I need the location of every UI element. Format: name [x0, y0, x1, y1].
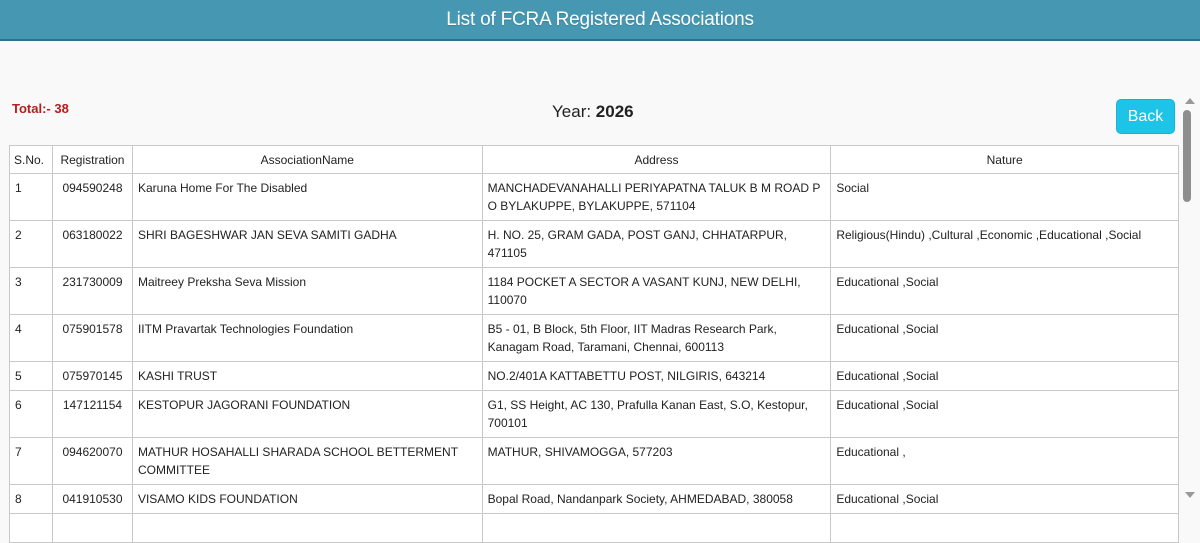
- table-row: [10, 221, 1179, 268]
- cell-association-name: MATHUR HOSAHALLI SHARADA SCHOOL BETTERMENT COMMITTEE: [132, 438, 482, 485]
- cell-nature: Educational ,Social: [831, 391, 1179, 438]
- table-row: [10, 391, 1179, 438]
- year-label: [552, 102, 634, 122]
- cell-address: Bopal Road, Nandanpark Society, AHMEDABAD, 380058: [482, 485, 831, 514]
- scroll-up-arrow-icon[interactable]: [1185, 98, 1195, 104]
- table-row: [10, 485, 1179, 514]
- cell-registration: 094590248: [52, 174, 132, 221]
- cell-sno: 8: [10, 485, 53, 514]
- column-header-registration: Registration: [52, 146, 132, 174]
- table-row: [10, 362, 1179, 391]
- back-button[interactable]: Back: [1116, 99, 1175, 134]
- column-header-sno: S.No.: [10, 146, 53, 174]
- cell-nature: Educational ,Social: [831, 268, 1179, 315]
- table-row: [10, 174, 1179, 221]
- cell-sno: 7: [10, 438, 53, 485]
- scroll-down-arrow-icon[interactable]: [1185, 492, 1195, 498]
- cell-association-name: KESTOPUR JAGORANI FOUNDATION: [132, 391, 482, 438]
- cell-nature: Religious(Hindu) ,Cultural ,Economic ,Educational ,Social: [831, 221, 1179, 268]
- cell-registration: 147121154: [52, 391, 132, 438]
- year-value: 2026: [595, 102, 634, 121]
- cell-sno: 3: [10, 268, 53, 315]
- cell-address: H. NO. 25, GRAM GADA, POST GANJ, CHHATARPUR, 471105: [482, 221, 831, 268]
- cell-empty: [482, 514, 831, 543]
- cell-address: MANCHADEVANAHALLI PERIYAPATNA TALUK B M ROAD P O BYLAKUPPE, BYLAKUPPE, 571104: [482, 174, 831, 221]
- cell-registration: 075901578: [52, 315, 132, 362]
- page-title: List of FCRA Registered Associations: [446, 8, 754, 30]
- cell-empty: [10, 514, 53, 543]
- cell-empty: [132, 514, 482, 543]
- cell-nature: Educational ,Social: [831, 362, 1179, 391]
- table-row-partial: [10, 514, 1179, 543]
- table-header-row: [10, 146, 1179, 174]
- cell-empty: [831, 514, 1179, 543]
- cell-association-name: KASHI TRUST: [132, 362, 482, 391]
- scrollbar-thumb[interactable]: [1183, 110, 1191, 202]
- cell-address: B5 - 01, B Block, 5th Floor, IIT Madras Research Park, Kanagam Road, Taramani, Chennai, 600113: [482, 315, 831, 362]
- cell-sno: 2: [10, 221, 53, 268]
- cell-registration: 075970145: [52, 362, 132, 391]
- cell-association-name: Karuna Home For The Disabled: [132, 174, 482, 221]
- cell-sno: 5: [10, 362, 53, 391]
- cell-association-name: IITM Pravartak Technologies Foundation: [132, 315, 482, 362]
- total-count: Total:- 38: [12, 101, 69, 116]
- cell-address: G1, SS Height, AC 130, Prafulla Kanan East, S.O, Kestopur, 700101: [482, 391, 831, 438]
- cell-address: 1184 POCKET A SECTOR A VASANT KUNJ, NEW DELHI, 110070: [482, 268, 831, 315]
- cell-nature: Educational ,: [831, 438, 1179, 485]
- column-header-address: Address: [482, 146, 831, 174]
- cell-address: NO.2/401A KATTABETTU POST, NILGIRIS, 643214: [482, 362, 831, 391]
- year-prefix: Year:: [552, 102, 596, 121]
- page-header: [0, 0, 1200, 41]
- cell-sno: 4: [10, 315, 53, 362]
- cell-nature: Educational ,Social: [831, 315, 1179, 362]
- column-header-association-name: AssociationName: [132, 146, 482, 174]
- main-content: [0, 43, 1180, 506]
- cell-nature: Social: [831, 174, 1179, 221]
- cell-registration: 231730009: [52, 268, 132, 315]
- associations-table: [9, 145, 1179, 543]
- cell-association-name: Maitreey Preksha Seva Mission: [132, 268, 482, 315]
- cell-empty: [52, 514, 132, 543]
- cell-address: MATHUR, SHIVAMOGGA, 577203: [482, 438, 831, 485]
- cell-nature: Educational ,Social: [831, 485, 1179, 514]
- cell-registration: 063180022: [52, 221, 132, 268]
- cell-association-name: SHRI BAGESHWAR JAN SEVA SAMITI GADHA: [132, 221, 482, 268]
- table-row: [10, 438, 1179, 485]
- cell-registration: 041910530: [52, 485, 132, 514]
- cell-sno: 6: [10, 391, 53, 438]
- table-row: [10, 268, 1179, 315]
- table-row: [10, 315, 1179, 362]
- column-header-nature: Nature: [831, 146, 1179, 174]
- cell-association-name: VISAMO KIDS FOUNDATION: [132, 485, 482, 514]
- cell-registration: 094620070: [52, 438, 132, 485]
- cell-sno: 1: [10, 174, 53, 221]
- vertical-scrollbar[interactable]: [1180, 96, 1200, 501]
